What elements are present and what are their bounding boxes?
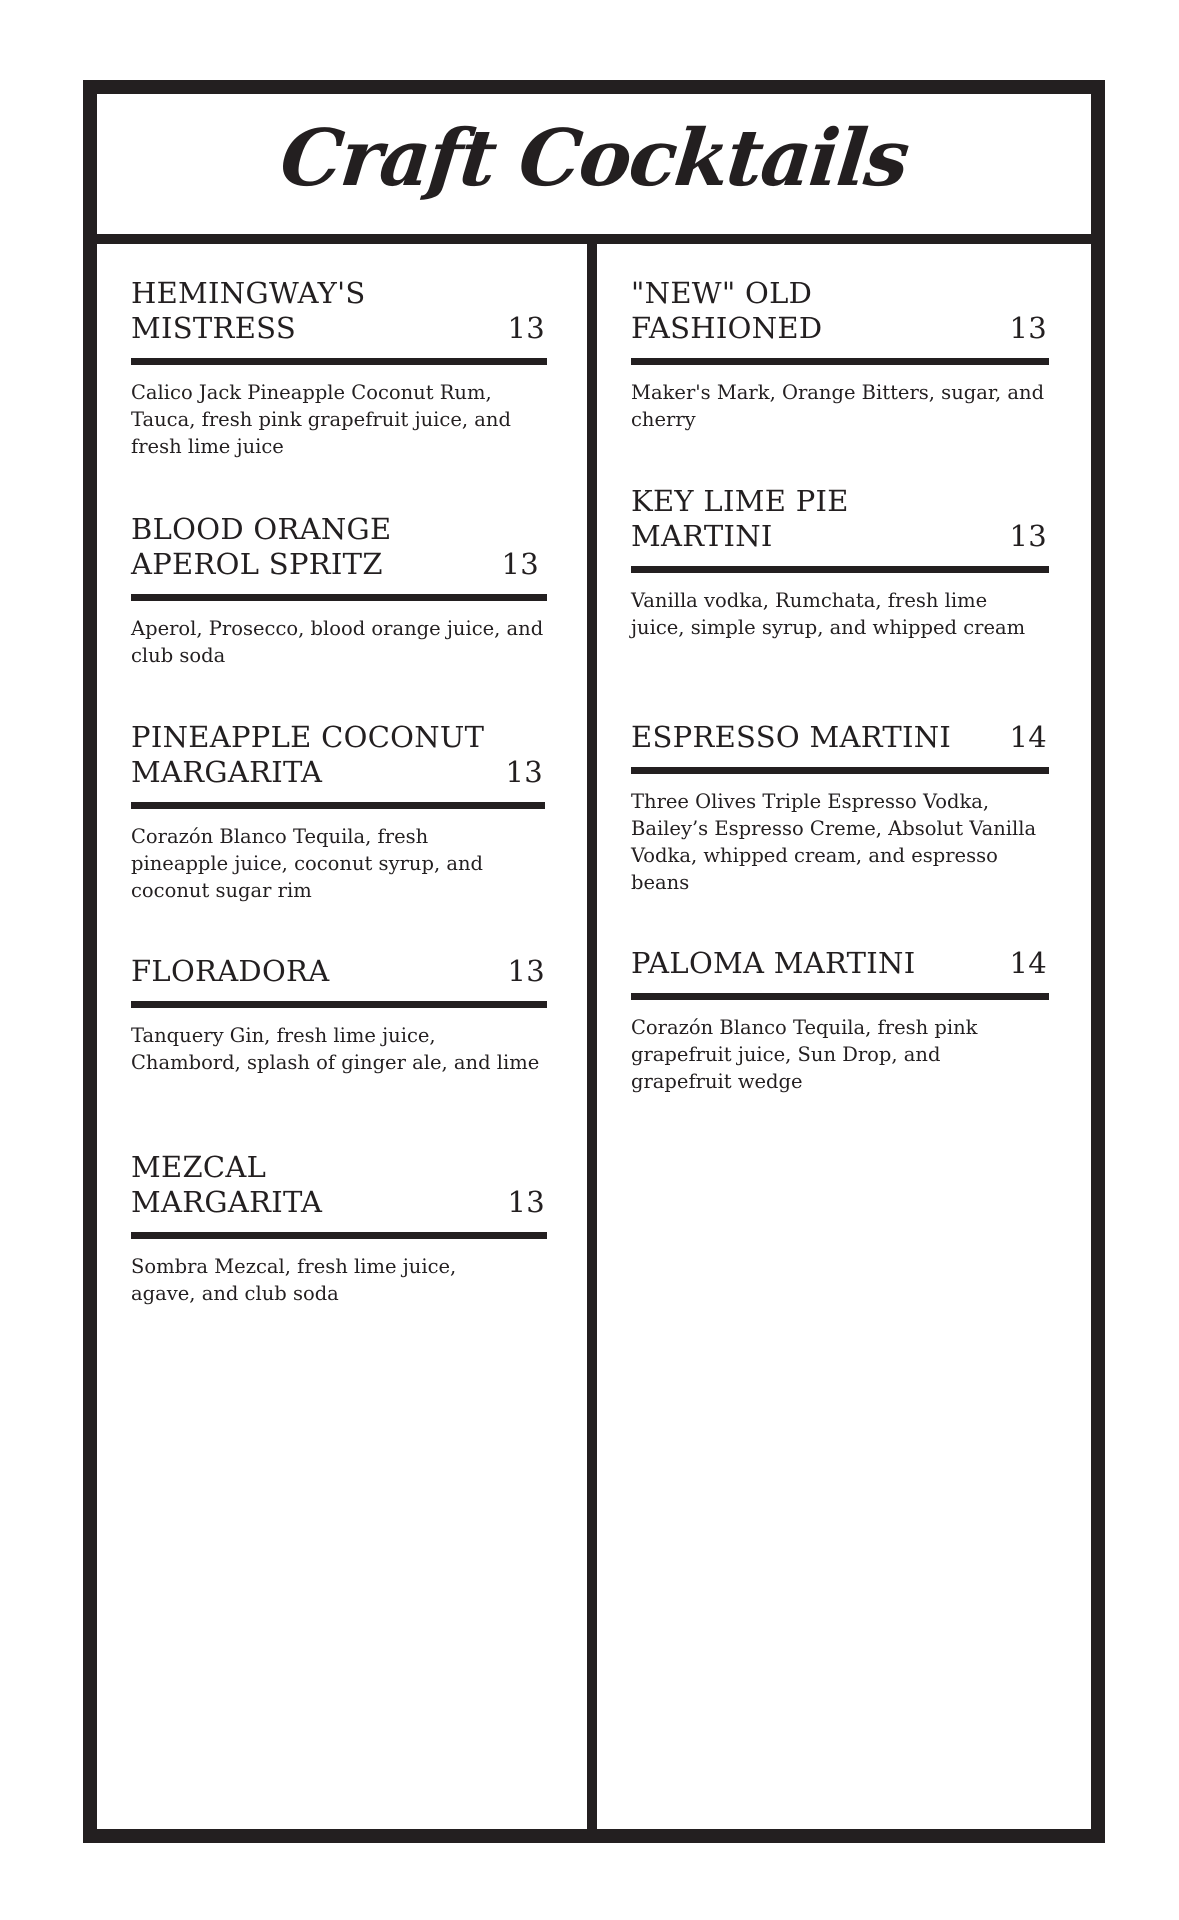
item-name: "NEW" OLD FASHIONED xyxy=(631,276,823,345)
item-description: Three Olives Triple Espresso Vodka, Bailey’s Espresso Creme, Absolut Vanilla Vodka, whipped cream, and espresso beans xyxy=(631,790,1037,894)
item-name: KEY LIME PIE MARTINI xyxy=(631,484,849,553)
item-name: PALOMA MARTINI xyxy=(631,946,916,980)
item-price: 13 xyxy=(1009,311,1047,345)
menu-item-new-old-fashioned xyxy=(631,276,1049,433)
menu-item-espresso-martini xyxy=(631,720,1049,896)
item-price: 13 xyxy=(501,547,539,581)
item-rule xyxy=(131,594,547,601)
item-price: 13 xyxy=(507,311,545,345)
item-description: Corazón Blanco Tequila, fresh pineapple juice, coconut syrup, and coconut sugar rim xyxy=(131,825,484,902)
item-rule xyxy=(631,566,1049,573)
item-name: HEMINGWAY'S MISTRESS xyxy=(131,276,366,345)
item-description: Tanquery Gin, fresh lime juice, Chambord, splash of ginger ale, and lime xyxy=(131,1024,540,1074)
menu-frame xyxy=(83,80,1105,1843)
item-price: 13 xyxy=(505,755,543,789)
item-rule xyxy=(131,1001,547,1008)
item-rule xyxy=(131,802,545,809)
item-price: 13 xyxy=(1009,519,1047,553)
menu-item-pineapple-coconut-margarita xyxy=(131,720,545,904)
item-price: 13 xyxy=(507,954,545,988)
item-description: Corazón Blanco Tequila, fresh pink grapefruit juice, Sun Drop, and grapefruit wedge xyxy=(631,1016,978,1093)
item-price: 14 xyxy=(1009,946,1047,980)
menu-item-paloma-martini xyxy=(631,946,1049,1095)
item-description: Maker's Mark, Orange Bitters, sugar, and cherry xyxy=(631,381,1045,431)
item-name: ESPRESSO MARTINI xyxy=(631,720,952,754)
menu-title: Craft Cocktails xyxy=(276,113,912,204)
item-rule xyxy=(631,358,1049,365)
column-divider xyxy=(587,244,597,1843)
item-rule xyxy=(631,767,1049,774)
menu-item-hemingways-mistress xyxy=(131,276,547,460)
item-rule xyxy=(131,358,547,365)
menu-item-mezcal-margarita xyxy=(131,1150,547,1307)
item-description: Aperol, Prosecco, blood orange juice, and club soda xyxy=(131,617,544,667)
item-rule xyxy=(631,993,1049,1000)
menu-item-key-lime-pie-martini xyxy=(631,484,1049,641)
item-description: Calico Jack Pineapple Coconut Rum, Tauca, fresh pink grapefruit juice, and fresh lime juice xyxy=(131,381,511,458)
item-name: MEZCAL MARGARITA xyxy=(131,1150,323,1219)
menu-header xyxy=(97,94,1091,244)
item-price: 14 xyxy=(1009,720,1047,754)
menu-item-floradora xyxy=(131,954,547,1076)
item-rule xyxy=(131,1232,547,1239)
item-price: 13 xyxy=(507,1185,545,1219)
item-name: FLORADORA xyxy=(131,954,330,988)
item-description: Vanilla vodka, Rumchata, fresh lime juice, simple syrup, and whipped cream xyxy=(631,589,1026,639)
item-description: Sombra Mezcal, fresh lime juice, agave, and club soda xyxy=(131,1255,457,1305)
menu-item-blood-orange-aperol-spritz xyxy=(131,512,547,669)
item-name: BLOOD ORANGE APEROL SPRITZ xyxy=(131,512,392,581)
item-name: PINEAPPLE COCONUT MARGARITA xyxy=(131,720,485,789)
